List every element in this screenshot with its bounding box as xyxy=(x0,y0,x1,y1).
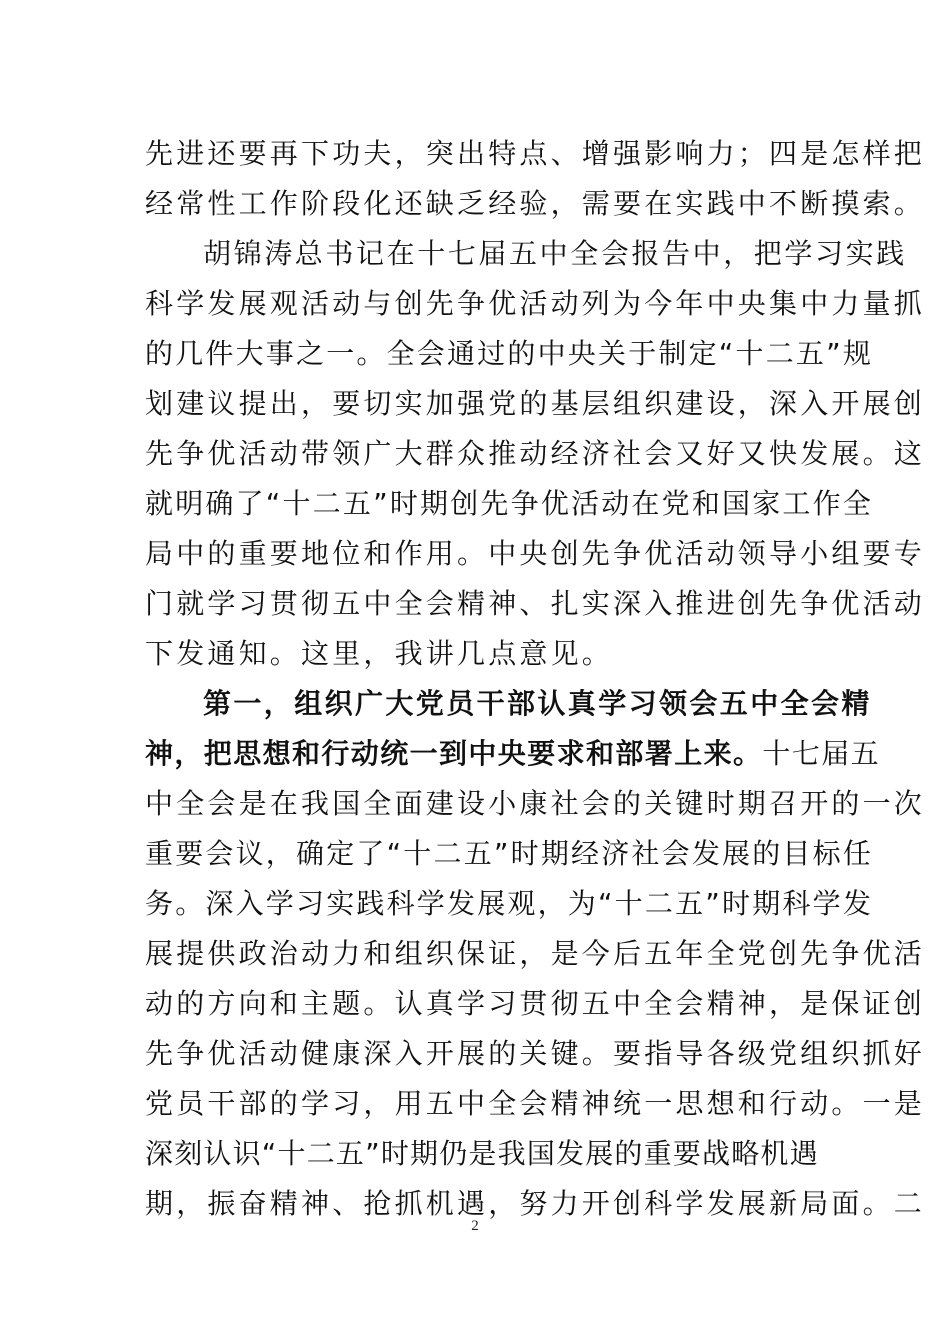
text-line-15: 重要会议，确定了“十二五”时期经济社会发展的目标任 xyxy=(145,837,874,870)
section-heading-text: 神，把思想和行动统一到中央要求和部署上来。 xyxy=(145,737,763,770)
text-line-7: 先争优活动带领广大群众推动经济社会又好又快发展。这 xyxy=(145,437,926,470)
text-line-4: 科学发展观活动与创先争优活动列为今年中央集中力量抓 xyxy=(145,287,926,320)
text-line-22: 期，振奋精神、抢抓机遇，努力开创科学发展新局面。二 xyxy=(145,1187,926,1220)
text-line-20: 党员干部的学习，用五中全会精神统一思想和行动。一是 xyxy=(145,1087,926,1120)
text-line-21: 深刻认识“十二五”时期仍是我国发展的重要战略机遇 xyxy=(145,1137,819,1170)
text-line-1: 先进还要再下功夫，突出特点、增强影响力；四是怎样把 xyxy=(145,137,926,170)
text-line-11: 下发通知。这里，我讲几点意见。 xyxy=(145,637,614,670)
text-line-19: 先争优活动健康深入开展的关键。要指导各级党组织抓好 xyxy=(145,1037,926,1070)
paragraph-start-line: 胡锦涛总书记在十七届五中全会报告中，把学习实践 xyxy=(203,237,907,270)
page-number: 2 xyxy=(471,1218,479,1234)
text-line-14: 中全会是在我国全面建设小康社会的关键时期召开的一次 xyxy=(145,787,926,820)
text-line-10: 门就学习贯彻五中全会精神、扎实深入推进创先争优活动 xyxy=(145,587,926,620)
text-line-9: 局中的重要地位和作用。中央创先争优活动领导小组要专 xyxy=(145,537,926,570)
text-line-17: 展提供政治动力和组织保证，是今后五年全党创先争优活 xyxy=(145,937,926,970)
text-line-18: 动的方向和主题。认真学习贯彻五中全会精神，是保证创 xyxy=(145,987,926,1020)
text-line-6: 划建议提出，要切实加强党的基层组织建设，深入开展创 xyxy=(145,387,926,420)
text-line-5: 的几件大事之一。全会通过的中央关于制定“十二五”规 xyxy=(145,337,874,370)
section-heading-line-2 xyxy=(145,734,881,774)
section-body-start: 十七届五 xyxy=(762,737,881,770)
text-line-2: 经常性工作阶段化还缺乏经验，需要在实践中不断摸索。 xyxy=(145,187,926,220)
section-heading-line-1: 第一，组织广大党员干部认真学习领会五中全会精 xyxy=(203,687,872,720)
text-line-16: 务。深入学习实践科学发展观，为“十二五”时期科学发 xyxy=(145,887,874,920)
text-line-8: 就明确了“十二五”时期创先争优活动在党和国家工作全 xyxy=(145,487,874,520)
